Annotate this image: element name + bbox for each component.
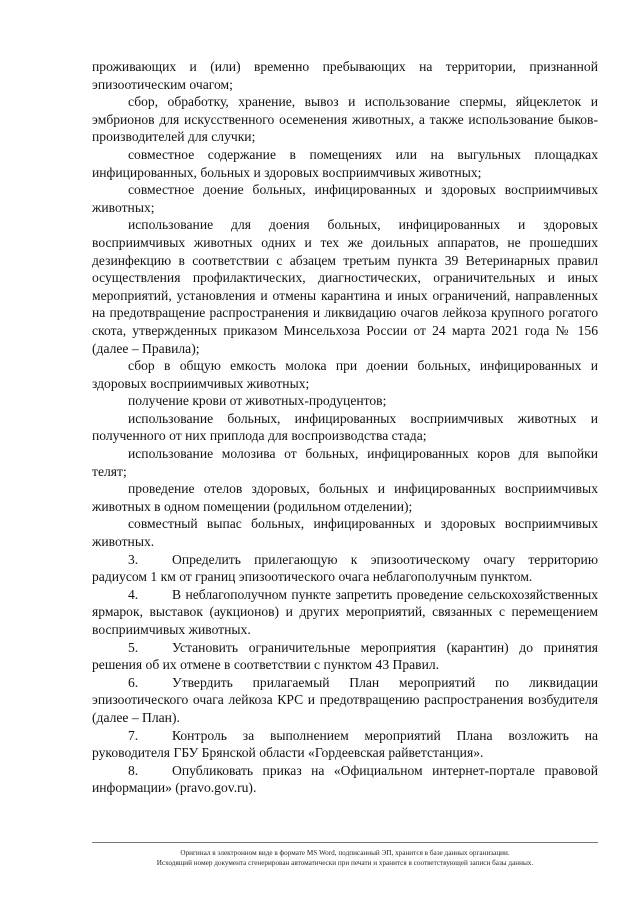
prohibition-item: использование молозива от больных, инфицированных коров для выпойки телят;	[92, 446, 598, 479]
prohibition-item: сбор, обработку, хранение, вывоз и использование спермы, яйцеклеток и эмбрионов для искусственного осеменения животных, а также использование быков-производителей для случки;	[92, 94, 598, 145]
numbered-clause	[92, 551, 598, 586]
prohibition-item: проведение отелов здоровых, больных и инфицированных восприимчивых животных в одном помещении (родильном отделении);	[92, 481, 598, 514]
document-body	[92, 58, 598, 797]
footer-note-number: Исходящий номер документа сгенерирован автоматически при печати и хранится в соответствующей записи базы данных.	[156, 859, 534, 867]
prohibition-item: совместное доение больных, инфицированных и здоровых восприимчивых животных;	[92, 182, 598, 215]
document-footer	[92, 848, 598, 868]
numbered-clause	[92, 727, 598, 762]
prohibition-item: получение крови от животных-продуцентов;	[128, 393, 387, 409]
prohibition-item: совместный выпас больных, инфицированных и здоровых восприимчивых животных.	[92, 516, 598, 550]
numbered-clause	[92, 762, 598, 797]
clause-number: 3.	[128, 551, 139, 567]
footer-note-original: Оригинал в электронном виде в формате MS Word, подписанный ЭП, хранится в базе данных организации.	[180, 849, 510, 857]
clause-text: Контроль за выполнением мероприятий Плана возложить на руководителя ГБУ Брянской области «Гордеевская райветстанция».	[92, 727, 598, 761]
numbered-clause	[92, 586, 598, 639]
numbered-clause	[92, 674, 598, 727]
footer-divider	[92, 842, 598, 843]
clause-number: 7.	[128, 727, 139, 743]
clause-text: Утвердить прилагаемый План мероприятий по ликвидации эпизоотического очага лейкоза КРС и предотвращению распространения возбудителя (далее – План).	[92, 674, 598, 725]
clause-number: 5.	[128, 639, 139, 655]
paragraph-continuation: проживающих и (или) временно пребывающих на территории, признанной эпизоотическим очагом;	[92, 59, 598, 92]
prohibition-item: использование больных, инфицированных восприимчивых животных и полученного от них приплода для воспроизводства стада;	[92, 410, 598, 444]
clause-number: 8.	[128, 762, 139, 778]
clause-text: Определить прилегающую к эпизоотическому очагу территорию радиусом 1 км от границ эпизоотического очага неблагополучным пунктом.	[92, 551, 598, 585]
clause-text: Установить ограничительные мероприятия (карантин) до принятия решения об их отмене в соответствии с пунктом 43 Правил.	[92, 639, 598, 673]
clause-text: Опубликовать приказ на «Официальном интернет-портале правовой информации» (pravo.gov.ru).	[92, 762, 598, 796]
prohibition-item: использование для доения больных, инфицированных и здоровых восприимчивых животных одних и тех же доильных аппаратов, не прошедших дезинфекцию в соответствии с абзацем третьим пункта 39 Ветеринарных правил осуществления профилактических, диагностических, ограничительных и иных мероприятий, установления и отмены карантина и иных ограничений, направленных на предотвращение распространения и ликвидацию очагов лейкоза крупного рогатого скота, утвержденных приказом Минсельхоза России от 24 марта 2021 года № 156 (далее – Правила);	[92, 217, 598, 356]
prohibition-item: сбор в общую емкость молока при доении больных, инфицированных и здоровых восприимчивых животных;	[92, 358, 598, 391]
numbered-clause	[92, 639, 598, 674]
prohibition-item: совместное содержание в помещениях или на выгульных площадках инфицированных, больных и здоровых восприимчивых животных;	[92, 146, 598, 180]
clause-text: В неблагополучном пункте запретить проведение сельскохозяйственных ярмарок, выставок (аукционов) и других мероприятий, связанных с перемещением восприимчивых животных.	[92, 586, 598, 637]
clause-number: 4.	[128, 586, 139, 602]
clause-number: 6.	[128, 674, 139, 690]
